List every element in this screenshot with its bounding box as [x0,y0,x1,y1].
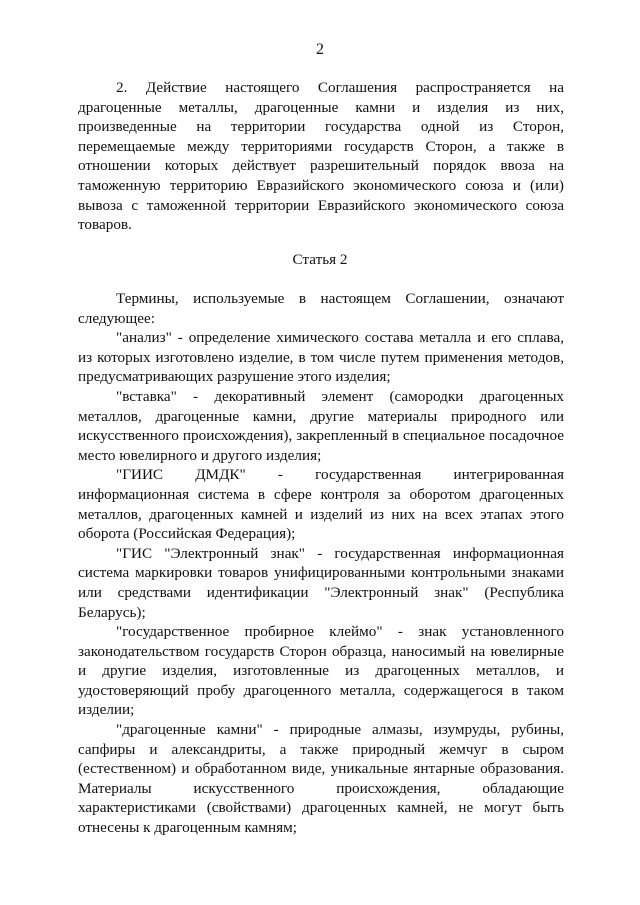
page-number: 2 [316,41,324,58]
paragraph-term-insert: "вставка" - декоративный элемент (самородки драгоценных металлов, драгоценные камни, другие материалы природного или искусственного происхождения), закрепленный в специальное посадочное место ювелирного и другого изделия; [78,387,564,464]
article-heading: Статья 2 [292,251,348,268]
paragraph-term-giis-dmdk: "ГИИС ДМДК" - государственная интегрированная информационная система в сфере контроля за оборотом драгоценных металлов, драгоценных камней и изделий из них на всех этапах этого оборота (Российская Федерация); [78,466,564,543]
paragraph-block-top [78,78,564,235]
paragraph-terms-intro: Термины, используемые в настоящем Соглашении, означают следующее: [78,290,564,327]
paragraph-term-assay-hallmark: "государственное пробирное клеймо" - знак установленного законодательством государств Сторон образца, наносимый на ювелирные и другие изделия, изготовленные из драгоценных металлов, и удостоверяющий пробу драгоценного металла, содержащегося в таком изделии; [78,623,564,719]
paragraph-term-analysis: "анализ" - определение химического состава металла и его сплава, из которых изготовлено изделие, в том числе путем применения методов, предусматривающих разрушение этого изделия; [78,329,564,386]
paragraph-term-gis-electronic-sign: "ГИС "Электронный знак" - государственная информационная система маркировки товаров унифицированными контрольными знаками или средствами идентификации "Электронный знак" (Республика Беларусь); [78,544,564,621]
paragraph-block-terms [78,289,564,838]
paragraph-term-precious-stones: "драгоценные камни" - природные алмазы, изумруды, рубины, сапфиры и александриты, а также природный жемчуг в сыром (естественном) и обработанном виде, уникальные янтарные образования. Материалы искусственного происхождения, обладающие характеристиками (свойствами) драгоценных камней, не могут быть отнесены к драгоценным камням; [78,721,564,837]
paragraph-scope: 2. Действие настоящего Соглашения распространяется на драгоценные металлы, драгоценные камни и изделия из них, произведенные на территории государства одной из Сторон, перемещаемые между территориями государств Сторон, а также в отношении которых действует разрешительный порядок ввоза на таможенную территорию Евразийского экономического союза и (или) вывоза с таможенной территории Евразийского экономического союза товаров. [78,79,564,234]
